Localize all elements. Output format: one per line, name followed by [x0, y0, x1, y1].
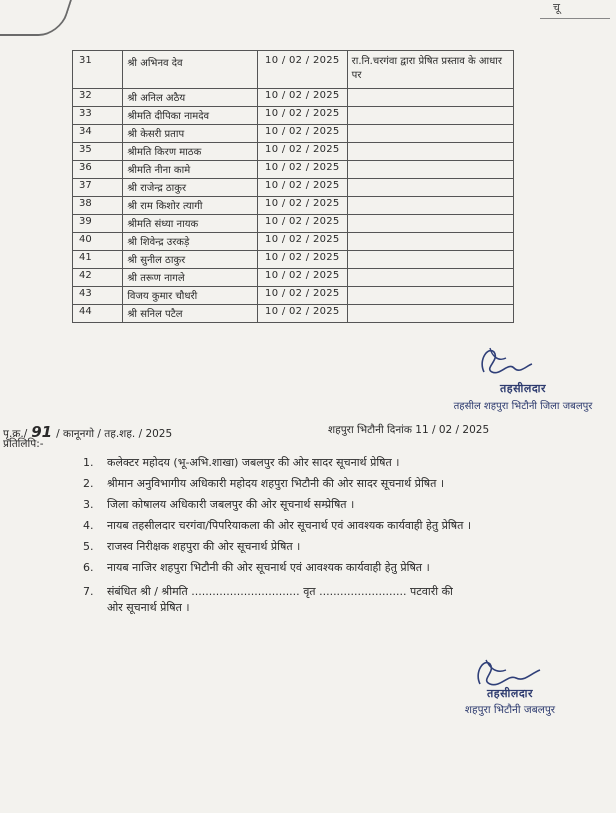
serial-number-cell: 38 [73, 197, 123, 215]
signature-block-2 [430, 686, 590, 717]
table-row [73, 269, 514, 287]
serial-number-cell: 43 [73, 287, 123, 305]
name-cell: श्रीमति किरण माठक [123, 143, 258, 161]
list-item-number: 1. [83, 456, 94, 469]
ref-prefix: पृ.क्र./ [3, 428, 28, 440]
table-row [73, 161, 514, 179]
date-cell: 10 / 02 / 2025 [257, 269, 347, 287]
list-item-number: 6. [83, 561, 94, 574]
date-cell: 10 / 02 / 2025 [257, 125, 347, 143]
date-cell: 10 / 02 / 2025 [257, 179, 347, 197]
name-cell: श्री राम किशोर त्यागी [123, 197, 258, 215]
name-cell: श्रीमति नीना कामे [123, 161, 258, 179]
serial-number-cell: 39 [73, 215, 123, 233]
serial-number-cell: 35 [73, 143, 123, 161]
list-item-number: 5. [83, 540, 94, 553]
name-cell: श्रीमति संध्या नायक [123, 215, 258, 233]
remark-cell [347, 161, 513, 179]
table-row [73, 251, 514, 269]
ref-handwritten-number: 91 [31, 423, 53, 441]
distribution-list [83, 455, 543, 621]
serial-number-cell: 34 [73, 125, 123, 143]
serial-number-cell: 37 [73, 179, 123, 197]
date-cell: 10 / 02 / 2025 [257, 215, 347, 233]
name-cell: श्री राजेन्द्र ठाकुर [123, 179, 258, 197]
date-cell: 10 / 02 / 2025 [257, 161, 347, 179]
item7-blank-name: ............................... [191, 585, 300, 598]
remark-cell [347, 287, 513, 305]
remark-cell [347, 197, 513, 215]
serial-number-cell: 31 [73, 51, 123, 89]
list-item [83, 497, 543, 513]
signature-scribble [470, 342, 540, 382]
remark-cell: रा.नि.चरगंवा द्वारा प्रेषित प्रस्ताव के आधार पर [347, 51, 513, 89]
remark-cell [347, 107, 513, 125]
date-cell: 10 / 02 / 2025 [257, 251, 347, 269]
date-cell: 10 / 02 / 2025 [257, 305, 347, 323]
signatory-title: तहसीलदार [499, 382, 547, 395]
list-item-text: नायब तहसीलदार चरगंवा/पिपरियाकला की ओर सूचनार्थ एवं आवश्यक कार्यवाही हेतु प्रेषित । [107, 519, 472, 532]
date-cell: 10 / 02 / 2025 [257, 143, 347, 161]
corner-text: चू [553, 1, 560, 14]
list-item [83, 560, 543, 576]
item7-line2: ओर सूचनार्थ प्रेषित । [107, 601, 190, 614]
serial-number-cell: 33 [73, 107, 123, 125]
stamp-mark [0, 0, 72, 36]
date-cell: 10 / 02 / 2025 [257, 287, 347, 305]
remark-cell [347, 251, 513, 269]
ref-suffix: / कानूनगो / तह.शह. / 2025 [56, 428, 173, 440]
date-cell: 10 / 02 / 2025 [257, 197, 347, 215]
signatory-title-2: तहसीलदार [486, 687, 534, 700]
table-row [73, 305, 514, 323]
list-item-text: कलेक्टर महोदय (भू-अभि.शाखा) जबलपुर की ओर सादर सूचनार्थ प्रेषित । [107, 456, 400, 469]
item7-blank-circle: ......................... [319, 585, 407, 598]
list-item-7 [83, 584, 543, 616]
remark-cell [347, 89, 513, 107]
serial-number-cell: 44 [73, 305, 123, 323]
name-cell: श्री सुनील ठाकुर [123, 251, 258, 269]
name-cell: श्री केसरी प्रताप [123, 125, 258, 143]
copy-to-heading: प्रतिलिपि:- [3, 438, 44, 450]
remark-cell [347, 179, 513, 197]
date-cell: 10 / 02 / 2025 [257, 89, 347, 107]
remark-cell [347, 233, 513, 251]
signatory-office: तहसील शहपुरा भिटौनी जिला जबलपुर [453, 401, 593, 412]
table-row [73, 107, 514, 125]
table-row [73, 51, 514, 89]
name-cell: श्रीमति दीपिका नामदेव [123, 107, 258, 125]
table-row [73, 215, 514, 233]
list-item [83, 476, 543, 492]
serial-number-cell: 40 [73, 233, 123, 251]
name-cell: श्री तरूण नागले [123, 269, 258, 287]
date-cell: 10 / 02 / 2025 [257, 51, 347, 89]
item7-recipient-label: संबंधित श्री / श्रीमति [107, 585, 188, 598]
list-item-number: 3. [83, 498, 94, 511]
appointment-table [72, 50, 514, 323]
table-row [73, 197, 514, 215]
corner-rule [540, 0, 610, 19]
list-item [83, 539, 543, 555]
list-item-number: 4. [83, 519, 94, 532]
table-row [73, 89, 514, 107]
name-cell: श्री सनिल पटैल [123, 305, 258, 323]
item7-circle-label: वृत [303, 585, 316, 598]
serial-number-cell: 42 [73, 269, 123, 287]
list-item [83, 518, 543, 534]
remark-cell [347, 215, 513, 233]
remark-cell [347, 143, 513, 161]
list-item [83, 455, 543, 471]
name-cell: श्री शिवेन्द्र उरकड़े [123, 233, 258, 251]
signature-block-1 [448, 381, 598, 412]
date-cell: 10 / 02 / 2025 [257, 233, 347, 251]
list-item-number: 2. [83, 477, 94, 490]
name-cell: श्री अभिनव देव [123, 51, 258, 89]
place-date: शहपुरा भिटौनी दिनांक 11 / 02 / 2025 [328, 424, 490, 436]
list-item-text: जिला कोषालय अधिकारी जबलपुर की ओर सूचनार्थ सम्प्रेषित । [107, 498, 355, 511]
date-cell: 10 / 02 / 2025 [257, 107, 347, 125]
list-item-text: राजस्व निरीक्षक शहपुरा की ओर सूचनार्थ प्रेषित । [107, 540, 301, 553]
item7-patwari-label: पटवारी की [410, 585, 453, 598]
table-row [73, 287, 514, 305]
name-cell: विजय कुमार चौधरी [123, 287, 258, 305]
remark-cell [347, 305, 513, 323]
table-row [73, 179, 514, 197]
remark-cell [347, 125, 513, 143]
table-row [73, 233, 514, 251]
table-row [73, 125, 514, 143]
serial-number-cell: 36 [73, 161, 123, 179]
signatory-office-2: शहपुरा भिटौनी जबलपुर [464, 704, 556, 716]
serial-number-cell: 32 [73, 89, 123, 107]
list-item-text: श्रीमान अनुविभागीय अधिकारी महोदय शहपुरा भिटौनी की ओर सादर सूचनार्थ प्रेषित । [107, 477, 445, 490]
list-item-text: नायब नाजिर शहपुरा भिटौनी की ओर सूचनार्थ एवं आवश्यक कार्यवाही हेतु प्रेषित । [107, 561, 430, 574]
table-row [73, 143, 514, 161]
remark-cell [347, 269, 513, 287]
serial-number-cell: 41 [73, 251, 123, 269]
list-item-number: 7. [83, 585, 94, 598]
name-cell: श्री अनिल अठैय [123, 89, 258, 107]
